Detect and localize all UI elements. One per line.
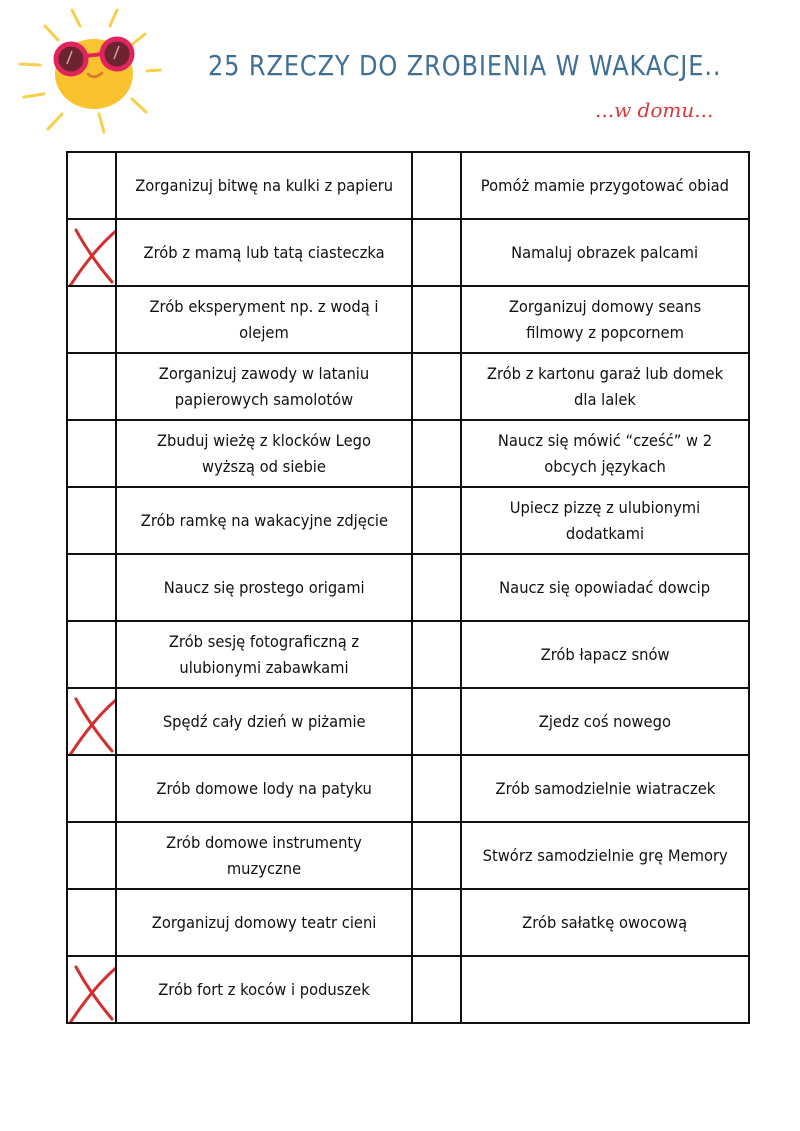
task-label: Pomóż mamie przygotować obiad <box>480 175 730 195</box>
task-label: Naucz się opowiadać dowcip <box>499 577 711 597</box>
checkbox-cell-left[interactable] <box>67 487 116 554</box>
task-label: Zrób sałatkę owocową <box>522 912 688 932</box>
task-label: Naucz się mówić “cześć” w 2 obcych językach <box>497 430 713 476</box>
page-subtitle: ...w domu... <box>595 98 714 122</box>
table-row <box>67 621 749 688</box>
checkbox-cell-right[interactable] <box>412 219 461 286</box>
table-row <box>67 353 749 420</box>
task-label: Zrób sesję fotograficzną z ulubionymi zabawkami <box>168 631 360 677</box>
task-cell-left <box>116 420 412 487</box>
task-cell-right <box>461 420 749 487</box>
task-label: Zrób eksperyment np. z wodą i olejem <box>149 296 379 342</box>
task-label: Zrób domowe lody na patyku <box>156 778 372 798</box>
table-row <box>67 554 749 621</box>
task-cell-left <box>116 554 412 621</box>
checkbox-cell-right[interactable] <box>412 353 461 420</box>
table-row <box>67 420 749 487</box>
task-label: Zorganizuj domowy teatr cieni <box>151 912 377 932</box>
task-label: Upiecz pizzę z ulubionymi dodatkami <box>509 497 701 543</box>
table-row <box>67 219 749 286</box>
table-row <box>67 487 749 554</box>
checkbox-cell-right[interactable] <box>412 286 461 353</box>
task-cell-left <box>116 621 412 688</box>
checkbox-cell-left[interactable] <box>67 889 116 956</box>
checkbox-cell-left[interactable] <box>67 554 116 621</box>
checkbox-cell-right[interactable] <box>412 755 461 822</box>
task-label: Namaluj obrazek palcami <box>511 242 699 262</box>
checkbox-cell-right[interactable] <box>412 152 461 219</box>
task-cell-left <box>116 755 412 822</box>
task-cell-right <box>461 554 749 621</box>
task-cell-left <box>116 487 412 554</box>
table-row <box>67 956 749 1023</box>
task-label: Zrób łapacz snów <box>540 644 670 664</box>
task-cell-left <box>116 956 412 1023</box>
check-x-mark-icon <box>68 689 115 754</box>
checkbox-cell-left[interactable] <box>67 219 116 286</box>
task-label: Zrób z mamą lub tatą ciasteczka <box>143 242 385 262</box>
task-cell-right <box>461 219 749 286</box>
checkbox-cell-left[interactable] <box>67 755 116 822</box>
checkbox-cell-right[interactable] <box>412 956 461 1023</box>
checkbox-cell-right[interactable] <box>412 621 461 688</box>
checkbox-cell-left[interactable] <box>67 286 116 353</box>
checkbox-cell-left[interactable] <box>67 956 116 1023</box>
checkbox-cell-left[interactable] <box>67 688 116 755</box>
task-cell-left <box>116 688 412 755</box>
task-cell-right <box>461 152 749 219</box>
task-cell-right <box>461 889 749 956</box>
check-x-mark-icon <box>68 957 115 1022</box>
task-label: Zrób ramkę na wakacyjne zdjęcie <box>140 510 388 530</box>
task-cell-right <box>461 487 749 554</box>
check-x-mark-icon <box>68 220 115 285</box>
table-row <box>67 822 749 889</box>
sun-with-sunglasses-icon <box>14 2 164 137</box>
checkbox-cell-right[interactable] <box>412 822 461 889</box>
checkbox-cell-left[interactable] <box>67 621 116 688</box>
checklist-table <box>66 151 750 1024</box>
task-label: Zorganizuj domowy seans filmowy z popcornem <box>508 296 702 342</box>
task-cell-left <box>116 219 412 286</box>
task-label: Zjedz coś nowego <box>538 711 672 731</box>
task-cell-left <box>116 152 412 219</box>
page-title: 25 RZECZY DO ZROBIENIA W WAKACJE.. <box>208 49 722 82</box>
task-label: Spędź cały dzień w piżamie <box>162 711 366 731</box>
table-row <box>67 889 749 956</box>
task-label: Naucz się prostego origami <box>163 577 365 597</box>
checkbox-cell-left[interactable] <box>67 353 116 420</box>
task-label: Zorganizuj zawody w lataniu papierowych samolotów <box>158 363 370 409</box>
task-label: Zrób z kartonu garaż lub domek dla lalek <box>486 363 724 409</box>
task-label: Zbuduj wieżę z klocków Lego wyższą od siebie <box>156 430 372 476</box>
checkbox-cell-left[interactable] <box>67 822 116 889</box>
task-label: Zorganizuj bitwę na kulki z papieru <box>135 175 393 195</box>
checkbox-cell-right[interactable] <box>412 487 461 554</box>
task-cell-right <box>461 621 749 688</box>
checkbox-cell-left[interactable] <box>67 420 116 487</box>
task-cell-right <box>461 822 749 889</box>
task-label: Zrób domowe instrumenty muzyczne <box>166 832 362 878</box>
task-cell-right <box>461 755 749 822</box>
task-cell-left <box>116 286 412 353</box>
checkbox-cell-right[interactable] <box>412 889 461 956</box>
checkbox-cell-right[interactable] <box>412 554 461 621</box>
task-cell-left <box>116 822 412 889</box>
task-label: Zrób samodzielnie wiatraczek <box>495 778 715 798</box>
task-cell-right <box>461 286 749 353</box>
table-row <box>67 755 749 822</box>
checkbox-cell-right[interactable] <box>412 420 461 487</box>
task-cell-left <box>116 353 412 420</box>
table-row <box>67 286 749 353</box>
checkbox-cell-right[interactable] <box>412 688 461 755</box>
checkbox-cell-left[interactable] <box>67 152 116 219</box>
task-cell-right <box>461 956 749 1023</box>
task-label: Zrób fort z koców i poduszek <box>158 979 370 999</box>
task-cell-left <box>116 889 412 956</box>
table-row <box>67 152 749 219</box>
table-row <box>67 688 749 755</box>
task-label: Stwórz samodzielnie grę Memory <box>482 845 728 865</box>
task-cell-right <box>461 353 749 420</box>
task-cell-right <box>461 688 749 755</box>
